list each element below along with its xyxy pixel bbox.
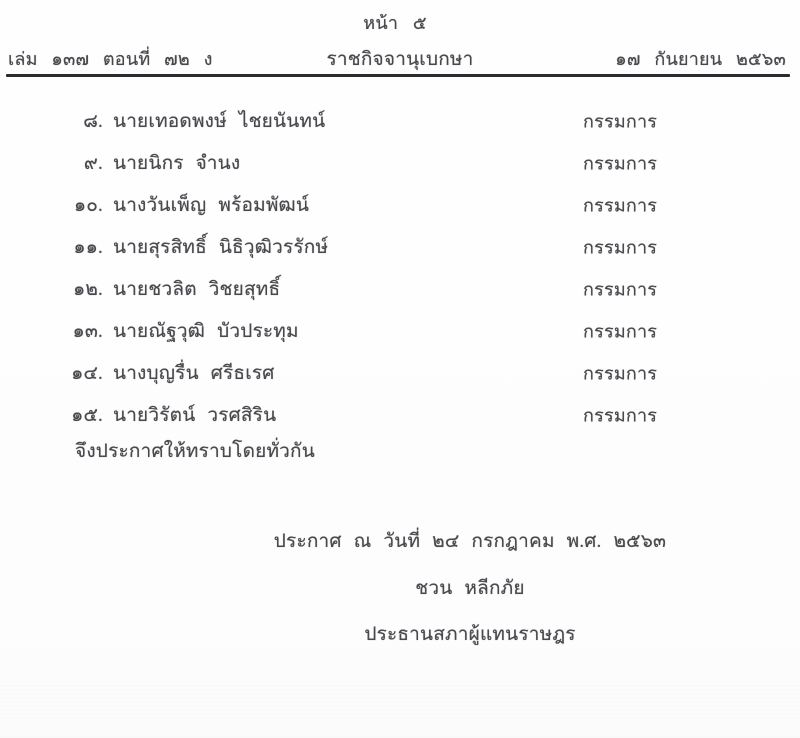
signature-block bbox=[140, 526, 800, 649]
member-role: กรรมการ bbox=[583, 195, 658, 216]
member-list bbox=[0, 100, 800, 436]
member-number: ๑๒. bbox=[73, 279, 103, 300]
member-row bbox=[0, 352, 800, 394]
member-number: ๘. bbox=[83, 111, 103, 132]
member-row bbox=[0, 310, 800, 352]
member-name: นายเทอดพงษ์ ไชยนันทน์ bbox=[113, 111, 326, 132]
member-number: ๑๑. bbox=[73, 237, 103, 258]
member-name: นายวิรัตน์ วรศสิริน bbox=[113, 405, 277, 426]
publication-date: ๑๗ กันยายน ๒๕๖๓ bbox=[615, 49, 786, 69]
member-role: กรรมการ bbox=[583, 279, 658, 300]
member-row bbox=[0, 268, 800, 310]
signer-name: ชวน หลีกภัย bbox=[415, 578, 525, 599]
member-name: นายนิกร จำนง bbox=[113, 153, 241, 174]
page-number-label: หน้า ๕ bbox=[363, 13, 427, 33]
member-role: กรรมการ bbox=[583, 111, 658, 132]
member-row bbox=[0, 226, 800, 268]
member-number: ๑๔. bbox=[71, 363, 103, 384]
member-role: กรรมการ bbox=[583, 363, 658, 384]
member-name: นายชวลิต วิชยสุทธิ์ bbox=[113, 279, 281, 300]
gazette-title: ราชกิจจานุเบกษา bbox=[326, 49, 474, 70]
member-row bbox=[0, 184, 800, 226]
member-number: ๑๕. bbox=[71, 405, 103, 426]
volume-part-label: เล่ม ๑๓๗ ตอนที่ ๗๒ ง bbox=[8, 49, 213, 69]
member-number: ๙. bbox=[83, 153, 103, 174]
member-row bbox=[0, 142, 800, 184]
member-number: ๑๓. bbox=[72, 321, 103, 342]
member-name: นางวันเพ็ญ พร้อมพัฒน์ bbox=[113, 195, 310, 216]
member-row bbox=[0, 394, 800, 436]
scan-noise-artifact bbox=[0, 678, 800, 738]
closing-announcement-line: จึงประกาศให้ทราบโดยทั่วกัน bbox=[75, 441, 315, 462]
header-divider-rule bbox=[6, 74, 790, 77]
member-name: นางบุญรื่น ศรีธเรศ bbox=[113, 363, 275, 384]
member-row bbox=[0, 100, 800, 142]
member-role: กรรมการ bbox=[583, 153, 658, 174]
member-role: กรรมการ bbox=[583, 321, 658, 342]
signer-title: ประธานสภาผู้แทนราษฎร bbox=[364, 624, 576, 645]
announcement-date-line: ประกาศ ณ วันที่ ๒๔ กรกฎาคม พ.ศ. ๒๕๖๓ bbox=[273, 531, 667, 552]
member-number: ๑๐. bbox=[73, 195, 103, 216]
member-role: กรรมการ bbox=[583, 237, 658, 258]
member-role: กรรมการ bbox=[583, 405, 658, 426]
member-name: นายณัฐวุฒิ บัวประทุม bbox=[113, 321, 299, 342]
member-name: นายสุรสิทธิ์ นิธิวุฒิวรรักษ์ bbox=[113, 237, 329, 258]
